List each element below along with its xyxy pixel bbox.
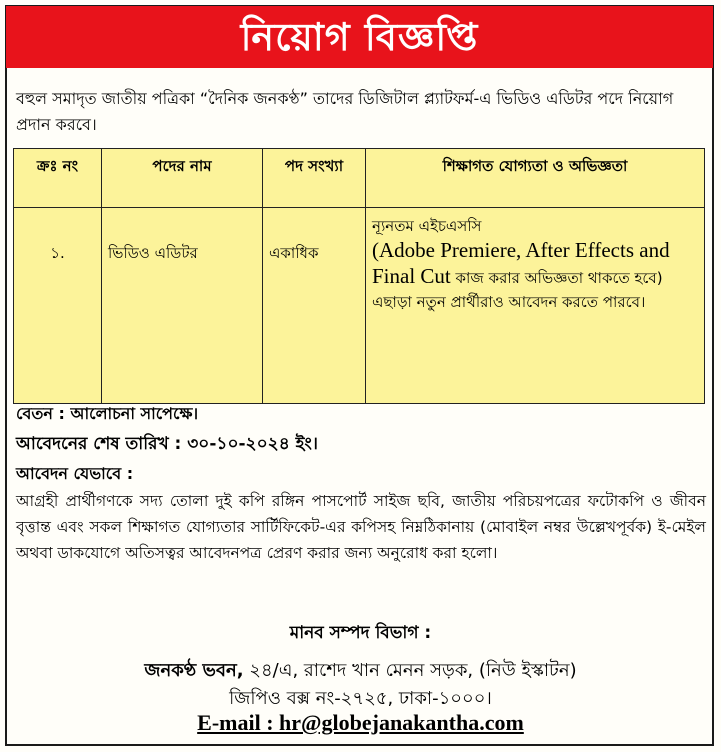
cell-qualification (366, 208, 705, 404)
cell-post-name: ভিডিও এডিটর (102, 208, 263, 404)
intro-text: বহুল সমাদৃত জাতীয় পত্রিকা “দৈনিক জনকণ্ঠ” তাদের ডিজিটাল প্ল্যাটফর্ম-এ ভিডিও এডিটর পদে নিয়োগ প্রদান করবে। (16, 89, 674, 134)
cell-post-count: একাধিক (263, 208, 366, 404)
qual-extra: এছাড়া নতুন প্রার্থীরাও আবেদন করতে পারবে। (372, 293, 646, 311)
address-line-1 (0, 656, 721, 687)
qual-software-suffix: কাজ করার অভিজ্ঞতা থাকতে হবে) (455, 269, 663, 287)
table-header-row (14, 149, 705, 208)
address-building: জনকণ্ঠ ভবন, (144, 660, 244, 681)
notice-title: নিয়োগ বিজ্ঞপ্তি (6, 6, 713, 68)
header-qualification: শিক্ষাগত যোগ্যতা ও অভিজ্ঞতা (366, 149, 705, 208)
address-line-2: জিপিও বক্স নং-২৭২৫, ঢাকা-১০০০। (229, 688, 492, 709)
cell-serial: ১. (14, 208, 102, 404)
positions-table (13, 148, 705, 404)
header-serial: ক্রঃ নং (14, 149, 102, 208)
qual-software-line (372, 238, 698, 290)
qual-software: (Adobe Premiere, After Effects and Final Cut (372, 238, 670, 288)
address-street: ২৪/এ, রাশেদ খান মেনন সড়ক, (নিউ ইস্কাটন) (249, 660, 577, 681)
contact-email[interactable]: E-mail : hr@globejanakantha.com (197, 710, 524, 735)
department-name: মানব সম্পদ বিভাগ : (289, 623, 432, 643)
table-row (14, 208, 705, 404)
header-post-name: পদের নাম (102, 149, 263, 208)
header-post-count: পদ সংখ্যা (263, 149, 366, 208)
apply-instructions: আগ্রহী প্রার্থীগণকে সদ্য তোলা দুই কপি রঙ্গিন পাসপোর্ট সাইজ ছবি, জাতীয় পরিচয়পত্রের ফটোকপি ও জীবন বৃত্তান্ত এবং সকল শিক্ষাগত যোগ্যতার সার্টিফিকেট-এর কপিসহ নিম্নঠিকানায় (মোবাইল নম্বর উল্লেখপূর্বক) ই-মেইল অথবা ডাকযোগে অতিসত্বর আবেদনপত্র প্রেরণ করার জন্য অনুরোধ করা হলো। (16, 492, 706, 562)
deadline-line: আবেদনের শেষ তারিখ : ৩০-১০-২০২৪ ইং। (16, 434, 318, 454)
salary-line: বেতন : আলোচনা সাপেক্ষে। (16, 404, 199, 423)
apply-heading: আবেদন যেভাবে : (16, 464, 134, 483)
qual-minimum: ন্যূনতম এইচএসসি (372, 217, 482, 235)
